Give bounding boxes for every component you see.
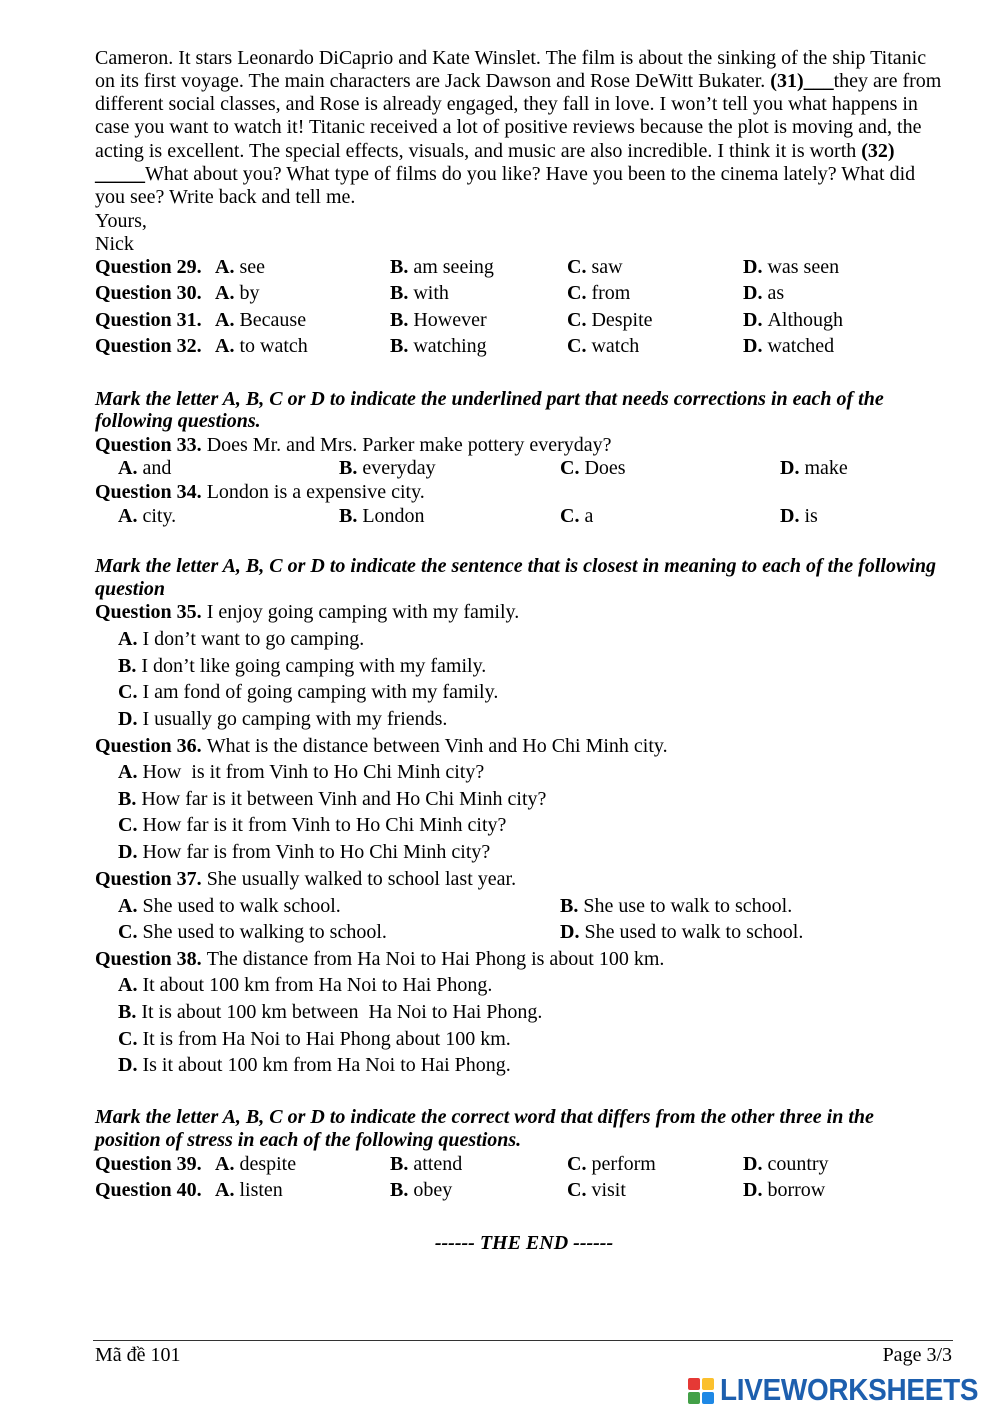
option-text: despite bbox=[239, 1153, 297, 1175]
option-b bbox=[118, 788, 546, 811]
option-c bbox=[118, 814, 506, 837]
option-d bbox=[743, 256, 839, 279]
option-a bbox=[118, 628, 364, 651]
option-letter: D. bbox=[118, 708, 138, 730]
option-a bbox=[118, 505, 176, 528]
option-b bbox=[390, 1153, 462, 1176]
option-letter: B. bbox=[390, 335, 409, 357]
option-letter: C. bbox=[560, 457, 580, 479]
question-label: Question 36. bbox=[95, 735, 202, 757]
option-text: city. bbox=[142, 505, 177, 527]
option-a bbox=[215, 1179, 283, 1202]
option-text: How far is it from Vinh to Ho Chi Minh city? bbox=[142, 814, 507, 836]
question-stem: What is the distance between Vinh and Ho Chi Minh city. bbox=[206, 735, 668, 757]
option-letter: C. bbox=[118, 814, 138, 836]
question-label: Question 39. bbox=[95, 1153, 202, 1175]
option-text: Does bbox=[584, 457, 626, 479]
letter-closing: Yours, bbox=[95, 210, 147, 232]
option-c bbox=[560, 457, 626, 480]
question-34 bbox=[95, 481, 425, 504]
logo-tile bbox=[688, 1378, 700, 1390]
option-text: Because bbox=[239, 309, 307, 331]
passage-line-2 bbox=[95, 70, 941, 93]
option-text: make bbox=[804, 457, 848, 479]
option-d bbox=[743, 309, 843, 332]
section-instruction: Mark the letter A, B, C or D to indicate the correct word that differs from the other three in the bbox=[95, 1106, 874, 1128]
liveworksheets-logo-icon bbox=[688, 1378, 714, 1404]
option-a bbox=[215, 256, 265, 279]
option-text: perform bbox=[591, 1153, 656, 1175]
question-label: Question 32. bbox=[95, 335, 202, 357]
section-instruction: Mark the letter A, B, C or D to indicate the underlined part that needs corrections in each of the bbox=[95, 388, 884, 410]
option-text: She use to walk to school. bbox=[583, 895, 793, 917]
option-text: It about 100 km from Ha Noi to Hai Phong. bbox=[142, 974, 493, 996]
option-letter: D. bbox=[743, 1153, 763, 1175]
option-letter: B. bbox=[390, 309, 409, 331]
option-letter: D. bbox=[118, 841, 138, 863]
section-instruction: position of stress in each of the following questions. bbox=[95, 1129, 522, 1151]
option-letter: D. bbox=[743, 309, 763, 331]
question-37-options-row-1 bbox=[0, 895, 1000, 918]
option-a bbox=[215, 1153, 296, 1176]
question-32 bbox=[0, 335, 1000, 358]
option-c bbox=[567, 335, 639, 358]
question-33-options bbox=[0, 457, 1000, 480]
liveworksheets-logo-text: LIVEWORKSHEETS bbox=[720, 1372, 979, 1407]
option-letter: B. bbox=[118, 655, 137, 677]
option-a bbox=[118, 761, 484, 784]
option-d bbox=[118, 708, 447, 731]
question-stem: Does Mr. and Mrs. Parker make pottery everyday? bbox=[206, 434, 612, 456]
option-letter: A. bbox=[215, 309, 235, 331]
option-letter: D. bbox=[118, 1054, 138, 1076]
section-instruction: question bbox=[95, 578, 166, 600]
question-label: Question 40. bbox=[95, 1179, 202, 1201]
question-label: Question 29. bbox=[95, 256, 202, 278]
option-text: watching bbox=[413, 335, 487, 357]
option-letter: B. bbox=[390, 282, 409, 304]
option-text: saw bbox=[591, 256, 623, 278]
question-40 bbox=[0, 1179, 1000, 1202]
option-c bbox=[560, 505, 593, 528]
option-d bbox=[118, 1054, 511, 1077]
option-c bbox=[567, 1153, 656, 1176]
option-text: a bbox=[584, 505, 594, 527]
option-a bbox=[118, 895, 341, 918]
option-letter: B. bbox=[118, 788, 137, 810]
option-c bbox=[567, 309, 653, 332]
option-text: How far is from Vinh to Ho Chi Minh city? bbox=[142, 841, 491, 863]
option-letter: C. bbox=[567, 256, 587, 278]
option-letter: D. bbox=[743, 335, 763, 357]
option-letter: A. bbox=[215, 1179, 235, 1201]
option-text: London bbox=[362, 505, 425, 527]
option-letter: A. bbox=[215, 1153, 235, 1175]
option-letter: C. bbox=[567, 1179, 587, 1201]
option-text: am seeing bbox=[413, 256, 494, 278]
page-number: Page 3/3 bbox=[882, 1344, 952, 1366]
option-letter: B. bbox=[390, 1179, 409, 1201]
option-a bbox=[215, 335, 308, 358]
option-text: How far is it between Vinh and Ho Chi Minh city? bbox=[141, 788, 547, 810]
option-text: She used to walking to school. bbox=[142, 921, 387, 943]
question-label: Question 31. bbox=[95, 309, 202, 331]
option-text: I don’t like going camping with my family. bbox=[141, 655, 487, 677]
option-letter: D. bbox=[780, 505, 800, 527]
option-letter: C. bbox=[118, 921, 138, 943]
question-29 bbox=[0, 256, 1000, 279]
option-letter: A. bbox=[215, 256, 235, 278]
option-c bbox=[118, 681, 498, 704]
option-letter: A. bbox=[118, 457, 138, 479]
option-letter: C. bbox=[118, 1028, 138, 1050]
option-letter: D. bbox=[743, 256, 763, 278]
option-text: It is about 100 km between Ha Noi to Hai Phong. bbox=[141, 1001, 543, 1023]
option-text: She used to walk to school. bbox=[584, 921, 804, 943]
liveworksheets-logo[interactable] bbox=[688, 1372, 993, 1407]
option-letter: A. bbox=[215, 335, 235, 357]
option-letter: C. bbox=[567, 335, 587, 357]
section-instruction: Mark the letter A, B, C or D to indicate the sentence that is closest in meaning to each of the following bbox=[95, 555, 936, 577]
option-letter: A. bbox=[118, 628, 138, 650]
option-text: attend bbox=[413, 1153, 463, 1175]
option-letter: D. bbox=[743, 282, 763, 304]
option-letter: B. bbox=[560, 895, 579, 917]
option-text: Despite bbox=[591, 309, 653, 331]
question-label: Question 34. bbox=[95, 481, 202, 503]
option-b bbox=[390, 256, 494, 279]
section-instruction: following questions. bbox=[95, 410, 261, 432]
option-d bbox=[743, 1153, 829, 1176]
question-label: Question 33. bbox=[95, 434, 202, 456]
option-text: everyday bbox=[362, 457, 436, 479]
option-c bbox=[567, 256, 623, 279]
option-d bbox=[780, 505, 818, 528]
question-31 bbox=[0, 309, 1000, 332]
the-end-marker: ------ THE END ------ bbox=[434, 1232, 614, 1254]
option-b bbox=[560, 895, 792, 918]
option-letter: A. bbox=[118, 505, 138, 527]
option-b bbox=[118, 1001, 542, 1024]
option-d bbox=[743, 335, 834, 358]
option-letter: C. bbox=[567, 282, 587, 304]
footer-divider bbox=[93, 1340, 953, 1341]
letter-signature: Nick bbox=[95, 233, 134, 255]
option-text: It is from Ha Noi to Hai Phong about 100 km. bbox=[142, 1028, 511, 1050]
question-39 bbox=[0, 1153, 1000, 1176]
option-text: She used to walk school. bbox=[142, 895, 341, 917]
option-letter: C. bbox=[567, 1153, 587, 1175]
question-label: Question 35. bbox=[95, 601, 202, 623]
question-37-options-row-2 bbox=[0, 921, 1000, 944]
question-30 bbox=[0, 282, 1000, 305]
option-letter: B. bbox=[118, 1001, 137, 1023]
option-letter: A. bbox=[118, 974, 138, 996]
blank-31: (31)___ bbox=[770, 70, 834, 92]
option-text: as bbox=[767, 282, 785, 304]
option-b bbox=[390, 309, 487, 332]
option-text: How is it from Vinh to Ho Chi Minh city? bbox=[142, 761, 485, 783]
option-text: Although bbox=[767, 309, 844, 331]
passage-line-4: case you want to watch it! Titanic received a lot of positive reviews because the plot is moving and, the bbox=[95, 116, 922, 138]
option-text: is bbox=[804, 505, 818, 527]
question-label: Question 30. bbox=[95, 282, 202, 304]
passage-line-3: different social classes, and Rose is already engaged, they fall in love. I won’t tell you what happens in bbox=[95, 93, 918, 115]
option-b bbox=[339, 505, 425, 528]
option-b bbox=[339, 457, 436, 480]
option-text: see bbox=[239, 256, 265, 278]
question-stem: She usually walked to school last year. bbox=[206, 868, 517, 890]
question-38 bbox=[95, 948, 664, 971]
question-34-options bbox=[0, 505, 1000, 528]
passage-line-1: Cameron. It stars Leonardo DiCaprio and Kate Winslet. The film is about the sinking of the ship Titanic bbox=[95, 47, 927, 69]
option-text: with bbox=[413, 282, 449, 304]
option-letter: C. bbox=[118, 681, 138, 703]
option-letter: C. bbox=[567, 309, 587, 331]
question-stem: I enjoy going camping with my family. bbox=[206, 601, 520, 623]
option-text: from bbox=[591, 282, 631, 304]
question-36 bbox=[95, 735, 668, 758]
option-d bbox=[780, 457, 848, 480]
option-text: by bbox=[239, 282, 260, 304]
question-33 bbox=[95, 434, 612, 457]
option-letter: A. bbox=[118, 761, 138, 783]
option-d bbox=[560, 921, 803, 944]
option-text: obey bbox=[413, 1179, 453, 1201]
option-text: listen bbox=[239, 1179, 283, 1201]
option-text: I usually go camping with my friends. bbox=[142, 708, 448, 730]
logo-tile bbox=[702, 1378, 714, 1390]
option-letter: A. bbox=[215, 282, 235, 304]
blank-32: _____ bbox=[95, 163, 145, 185]
option-c bbox=[567, 282, 630, 305]
option-text: to watch bbox=[239, 335, 308, 357]
option-d bbox=[118, 841, 490, 864]
option-letter: B. bbox=[390, 1153, 409, 1175]
question-stem: The distance from Ha Noi to Hai Phong is about 100 km. bbox=[206, 948, 665, 970]
passage-line-5 bbox=[95, 140, 895, 163]
option-b bbox=[390, 335, 487, 358]
option-d bbox=[743, 282, 784, 305]
option-letter: C. bbox=[560, 505, 580, 527]
option-b bbox=[390, 1179, 452, 1202]
logo-tile bbox=[688, 1392, 700, 1404]
option-d bbox=[743, 1179, 825, 1202]
option-a bbox=[118, 457, 171, 480]
option-a bbox=[215, 309, 306, 332]
option-letter: B. bbox=[339, 505, 358, 527]
option-letter: B. bbox=[390, 256, 409, 278]
option-b bbox=[390, 282, 449, 305]
option-text: However bbox=[413, 309, 487, 331]
logo-tile bbox=[702, 1392, 714, 1404]
option-b bbox=[118, 655, 486, 678]
option-c bbox=[118, 921, 387, 944]
question-label: Question 37. bbox=[95, 868, 202, 890]
option-letter: D. bbox=[560, 921, 580, 943]
passage-text: they are from bbox=[833, 70, 942, 92]
passage-text: What about you? What type of films do you like? Have you been to the cinema lately? What did bbox=[145, 163, 916, 185]
exam-code: Mã đề 101 bbox=[95, 1344, 181, 1366]
question-35 bbox=[95, 601, 519, 624]
question-label: Question 38. bbox=[95, 948, 202, 970]
passage-text: on its first voyage. The main characters are Jack Dawson and Rose DeWitt Bukater. bbox=[95, 70, 771, 92]
option-letter: D. bbox=[780, 457, 800, 479]
passage-line-7: you see? Write back and tell me. bbox=[95, 186, 356, 208]
question-37 bbox=[95, 868, 516, 891]
option-c bbox=[567, 1179, 626, 1202]
option-text: I don’t want to go camping. bbox=[142, 628, 365, 650]
option-text: watched bbox=[767, 335, 835, 357]
option-text: visit bbox=[591, 1179, 626, 1201]
passage-line-6 bbox=[95, 163, 915, 186]
passage-text: acting is excellent. The special effects, visuals, and music are also incredible. I think it is worth bbox=[95, 140, 862, 162]
option-text: was seen bbox=[767, 256, 840, 278]
option-a bbox=[118, 974, 492, 997]
option-c bbox=[118, 1028, 511, 1051]
option-letter: B. bbox=[339, 457, 358, 479]
option-text: country bbox=[767, 1153, 829, 1175]
option-text: I am fond of going camping with my family. bbox=[142, 681, 499, 703]
option-text: Is it about 100 km from Ha Noi to Hai Phong. bbox=[142, 1054, 511, 1076]
question-stem: London is a expensive city. bbox=[206, 481, 425, 503]
option-text: watch bbox=[591, 335, 640, 357]
option-letter: A. bbox=[118, 895, 138, 917]
option-letter: D. bbox=[743, 1179, 763, 1201]
option-text: borrow bbox=[767, 1179, 826, 1201]
option-a bbox=[215, 282, 259, 305]
blank-32-number: (32) bbox=[861, 140, 895, 162]
option-text: and bbox=[142, 457, 172, 479]
